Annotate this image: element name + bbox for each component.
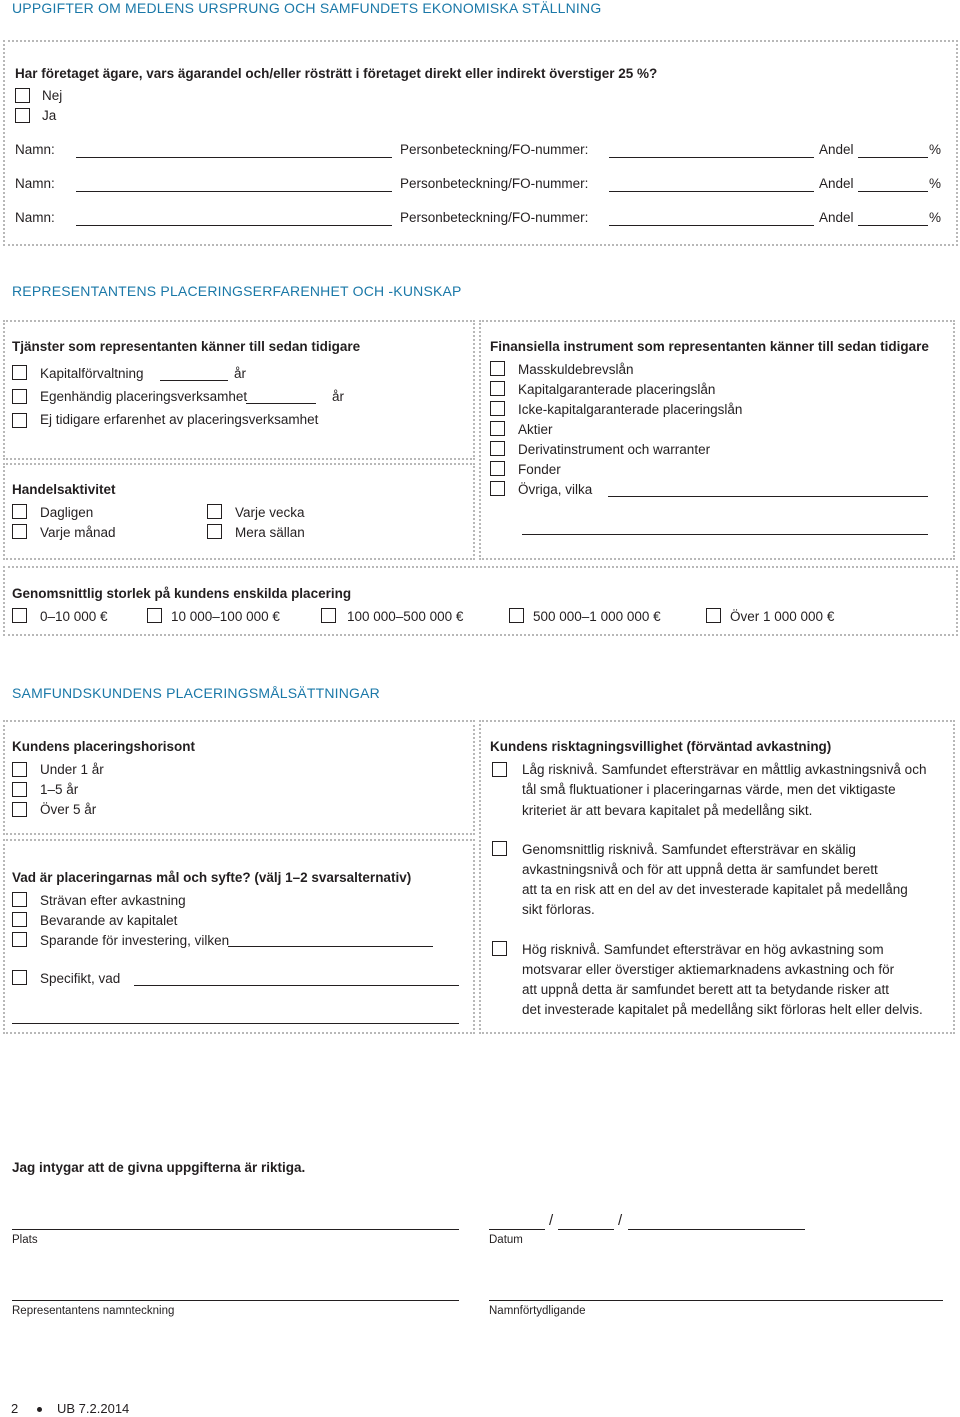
risk-high-line: motsvarar eller överstiger aktiemarknadens avkastning och för: [522, 962, 895, 977]
owner-no-checkbox[interactable]: [15, 88, 30, 103]
risk-high-checkbox[interactable]: [492, 941, 507, 956]
weekly-checkbox[interactable]: [207, 504, 222, 519]
risk-mid-line: avkastningsnivå och för att uppnå detta är samfundet berett: [522, 862, 878, 877]
experience-section-title: REPRESENTANTENS PLACERINGSERFARENHET OCH -KUNSKAP: [12, 283, 462, 299]
owners-question: Har företaget ägare, vars ägarandel och/eller rösträtt i företaget direkt eller indirekt överstiger 25 %?: [15, 66, 658, 81]
horizon-checkbox[interactable]: [12, 782, 27, 797]
instrument-other-checkbox[interactable]: [490, 481, 505, 496]
own-investing-years-label: år: [332, 389, 345, 404]
date-label: Datum: [489, 1234, 523, 1246]
avg-size-label: 0–10 000 €: [40, 609, 108, 624]
clarification-label: Namnförtydligande: [489, 1305, 586, 1317]
owner-id-field[interactable]: [609, 157, 814, 158]
instruments-title: Finansiella instrument som representanten känner till sedan tidigare: [490, 339, 929, 354]
aim-specific-checkbox[interactable]: [12, 970, 27, 985]
rarely-checkbox[interactable]: [207, 524, 222, 539]
aim-saving-label: Sparande för investering, vilken: [40, 933, 230, 948]
owners-section-title: UPPGIFTER OM MEDLENS URSPRUNG OCH SAMFUNDETS EKONOMISKA STÄLLNING: [12, 0, 602, 16]
risk-low-line: tål små fluktuationer i placeringarnas värde, men det viktigaste: [522, 782, 896, 797]
instrument-checkbox[interactable]: [490, 381, 505, 396]
instrument-label: Kapitalgaranterade placeringslån: [518, 382, 716, 397]
owner-name-label: Namn:: [15, 210, 55, 225]
no-experience-checkbox[interactable]: [12, 413, 27, 428]
avg-size-label: 500 000–1 000 000 €: [533, 609, 661, 624]
instrument-checkbox[interactable]: [490, 401, 505, 416]
owner-share-field[interactable]: [858, 225, 928, 226]
monthly-label: Varje månad: [40, 525, 116, 540]
owner-id-label: Personbeteckning/FO-nummer:: [400, 176, 589, 191]
horizon-label: Under 1 år: [40, 762, 104, 777]
avg-size-title: Genomsnittlig storlek på kundens enskilda placering: [12, 586, 352, 601]
owner-name-field[interactable]: [76, 191, 392, 192]
owner-yes-checkbox[interactable]: [15, 108, 30, 123]
aim-preserve-label: Bevarande av kapitalet: [40, 913, 178, 928]
risk-low-checkbox[interactable]: [492, 762, 507, 777]
horizon-checkbox[interactable]: [12, 762, 27, 777]
owner-yes-label: Ja: [42, 108, 57, 123]
owner-name-label: Namn:: [15, 176, 55, 191]
owner-percent: %: [929, 210, 942, 225]
asset-mgmt-checkbox[interactable]: [12, 365, 27, 380]
risk-title: Kundens risktagningsvillighet (förväntad avkastning): [490, 739, 832, 754]
aim-saving-checkbox[interactable]: [12, 932, 27, 947]
owner-id-label: Personbeteckning/FO-nummer:: [400, 142, 589, 157]
rep-sign-label: Representantens namnteckning: [12, 1305, 175, 1317]
instrument-other-field-2[interactable]: [522, 534, 928, 535]
avg-size-checkbox[interactable]: [706, 608, 721, 623]
bullet-icon: [37, 1407, 42, 1412]
avg-size-checkbox[interactable]: [509, 608, 524, 623]
aim-return-label: Strävan efter avkastning: [40, 893, 186, 908]
avg-size-label: 10 000–100 000 €: [171, 609, 280, 624]
horizon-title: Kundens placeringshorisont: [12, 739, 196, 754]
page-number: 2: [11, 1401, 19, 1416]
place-label: Plats: [12, 1234, 38, 1246]
risk-high-line: att uppnå detta är samfundet berett att ta betydande risker att: [522, 982, 889, 997]
owner-percent: %: [929, 176, 942, 191]
avg-size-checkbox[interactable]: [147, 608, 162, 623]
instrument-other-field[interactable]: [608, 496, 928, 497]
owner-name-label: Namn:: [15, 142, 55, 157]
instrument-checkbox[interactable]: [490, 421, 505, 436]
avg-size-label: 100 000–500 000 €: [347, 609, 464, 624]
owner-share-field[interactable]: [858, 157, 928, 158]
owner-name-field[interactable]: [76, 157, 392, 158]
rep-sign-field[interactable]: [12, 1300, 459, 1301]
date-day-field[interactable]: [489, 1229, 545, 1230]
place-field[interactable]: [12, 1229, 459, 1230]
instrument-label: Icke-kapitalgaranterade placeringslån: [518, 402, 743, 417]
owner-share-label: Andel: [819, 210, 854, 225]
risk-low-line: Låg risknivå. Samfundet eftersträvar en måttlig avkastningsnivå och: [522, 762, 927, 777]
risk-mid-line: att ta en risk att en del av det investerade kapitalet på medellång: [522, 882, 908, 897]
owner-percent: %: [929, 142, 942, 157]
instruments-box: [479, 320, 955, 560]
horizon-label: 1–5 år: [40, 782, 79, 797]
owner-no-label: Nej: [42, 88, 63, 103]
date-slash: /: [618, 1212, 623, 1229]
aim-preserve-checkbox[interactable]: [12, 912, 27, 927]
horizon-checkbox[interactable]: [12, 802, 27, 817]
aim-specific-label: Specifikt, vad: [40, 971, 121, 986]
instrument-label: Fonder: [518, 462, 561, 477]
instrument-checkbox[interactable]: [490, 361, 505, 376]
daily-checkbox[interactable]: [12, 504, 27, 519]
daily-label: Dagligen: [40, 505, 94, 520]
instrument-label: Derivatinstrument och warranter: [518, 442, 711, 457]
owner-share-field[interactable]: [858, 191, 928, 192]
aim-saving-field[interactable]: [228, 946, 433, 947]
aim-title: Vad är placeringarnas mål och syfte? (välj 1–2 svarsalternativ): [12, 870, 412, 885]
asset-mgmt-label: Kapitalförvaltning: [40, 366, 144, 381]
services-title: Tjänster som representanten känner till sedan tidigare: [12, 339, 361, 354]
date-year-field[interactable]: [628, 1229, 805, 1230]
aim-specific-field[interactable]: [134, 985, 459, 986]
avg-size-label: Över 1 000 000 €: [730, 609, 835, 624]
horizon-label: Över 5 år: [40, 802, 97, 817]
risk-mid-checkbox[interactable]: [492, 841, 507, 856]
own-investing-years-field[interactable]: [246, 403, 316, 404]
owner-id-field[interactable]: [609, 191, 814, 192]
risk-mid-line: Genomsnittlig risknivå. Samfundet eftersträvar en skälig: [522, 842, 856, 857]
risk-mid-line: sikt förloras.: [522, 902, 595, 917]
form-code: UB 7.2.2014: [57, 1401, 130, 1416]
no-experience-label: Ej tidigare erfarenhet av placeringsverksamhet: [40, 412, 319, 427]
instrument-other-label: Övriga, vilka: [518, 482, 593, 497]
risk-high-line: det investerade kapitalet på medellång sikt förloras helt eller delvis.: [522, 1002, 923, 1017]
asset-mgmt-years-field[interactable]: [160, 380, 228, 381]
instrument-checkbox[interactable]: [490, 461, 505, 476]
owner-share-label: Andel: [819, 176, 854, 191]
owner-share-label: Andel: [819, 142, 854, 157]
weekly-label: Varje vecka: [235, 505, 305, 520]
owner-id-field[interactable]: [609, 225, 814, 226]
instrument-label: Masskuldebrevslån: [518, 362, 634, 377]
date-slash: /: [549, 1212, 554, 1229]
monthly-checkbox[interactable]: [12, 524, 27, 539]
own-investing-label: Egenhändig placeringsverksamhet: [40, 389, 248, 404]
date-month-field[interactable]: [558, 1229, 614, 1230]
asset-mgmt-years-label: år: [234, 366, 247, 381]
rarely-label: Mera sällan: [235, 525, 305, 540]
owner-id-label: Personbeteckning/FO-nummer:: [400, 210, 589, 225]
avg-size-checkbox[interactable]: [12, 608, 27, 623]
certify-text: Jag intygar att de givna uppgifterna är riktiga.: [12, 1160, 306, 1175]
owner-name-field[interactable]: [76, 225, 392, 226]
aim-specific-field-2[interactable]: [12, 1023, 459, 1024]
trading-title: Handelsaktivitet: [12, 482, 116, 497]
own-investing-checkbox[interactable]: [12, 389, 27, 404]
clarification-field[interactable]: [489, 1300, 943, 1301]
instrument-checkbox[interactable]: [490, 441, 505, 456]
aim-return-checkbox[interactable]: [12, 892, 27, 907]
avg-size-checkbox[interactable]: [321, 608, 336, 623]
risk-high-line: Hög risknivå. Samfundet eftersträvar en hög avkastning som: [522, 942, 884, 957]
instrument-label: Aktier: [518, 422, 553, 437]
goals-section-title: SAMFUNDSKUNDENS PLACERINGSMÅLSÄTTNINGAR: [12, 685, 380, 701]
risk-low-line: kriteriet är att bevara kapitalet på medellång sikt.: [522, 803, 813, 818]
